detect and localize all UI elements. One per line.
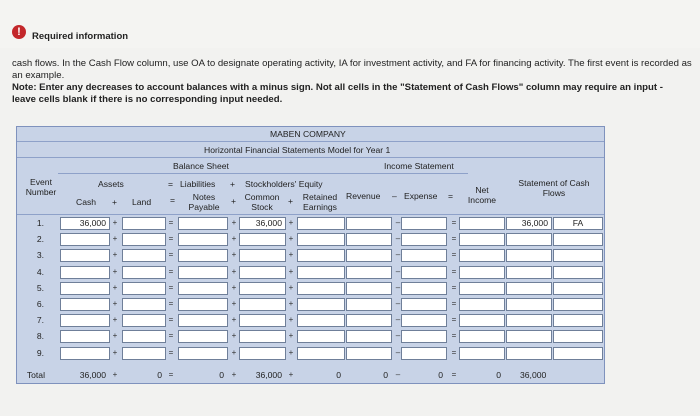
plus-sign: + [231,347,237,357]
cell-revenue-row-1[interactable] [346,217,392,230]
common-stock-header: Common Stock [244,192,280,212]
plus-sign: + [231,282,237,292]
equals-sign: = [451,234,457,244]
event-number: 5. [36,282,44,293]
required-information-title: Required information [32,31,129,42]
equals-sign: = [168,347,174,357]
cell-cf-row-2[interactable] [506,233,552,246]
statement-cash-flows-header: Statement of Cash Flows [518,178,590,198]
cell-land-row-7[interactable] [122,314,166,327]
event-number: 8. [36,331,44,342]
cell-common_stock-row-9[interactable] [239,347,286,360]
cell-expense-row-4[interactable] [401,266,447,279]
cell-cf-row-6[interactable] [506,298,552,311]
divider [17,141,604,142]
total-cash: 36,000 [79,370,106,380]
cell-retained-row-8[interactable] [297,330,345,343]
plus-sign: + [112,218,118,227]
cell-common_stock-row-5[interactable] [239,282,286,295]
cell-cash-row-5[interactable] [60,282,110,295]
cell-cf-row-1[interactable]: 36,000 [506,217,552,230]
plus-sign: + [231,370,237,379]
event-number: 9. [36,347,44,358]
plus-sign: + [231,315,237,325]
cell-cash-row-3[interactable] [60,249,110,262]
cell-expense-row-6[interactable] [401,298,447,311]
minus-sign: – [395,347,401,357]
minus-sign: – [395,315,401,325]
cell-cf-row-5[interactable] [506,282,552,295]
cell-cf_type-row-3[interactable] [553,249,603,262]
equals-sign: = [451,299,457,308]
retained-earnings-header: Retained Earnings [302,192,338,212]
cell-net_income-row-9[interactable] [459,347,505,360]
divider [17,214,604,215]
cell-revenue-row-7[interactable] [346,314,392,327]
plus-sign: + [231,266,237,276]
event-number: 2. [36,234,44,245]
top-bar [0,0,700,48]
cell-expense-row-3[interactable] [401,249,447,262]
plus-sign: + [288,315,294,325]
plus-sign: + [231,331,237,341]
cell-cash-row-9[interactable] [60,347,110,360]
net-income-header: Net Income [467,185,497,205]
cell-retained-row-2[interactable] [297,233,345,246]
equals-sign: = [451,218,457,227]
plus-sign: + [112,370,118,379]
cell-common_stock-row-3[interactable] [239,249,286,262]
cell-revenue-row-4[interactable] [346,266,392,279]
cell-expense-row-7[interactable] [401,314,447,327]
cell-notes-row-1[interactable] [178,217,228,230]
cell-land-row-6[interactable] [122,298,166,311]
cell-notes-row-3[interactable] [178,249,228,262]
total-common_stock: 36,000 [255,370,282,380]
equals-sign: = [168,299,174,308]
land-header: Land [132,197,152,207]
cell-cf-row-3[interactable] [506,249,552,262]
cell-notes-row-4[interactable] [178,266,228,279]
cell-notes-row-9[interactable] [178,347,228,360]
plus-sign: + [288,266,294,276]
minus-sign: – [395,299,401,308]
table-subtitle: Horizontal Financial Statements Model for Year 1 [204,145,391,155]
expense-header: Expense [404,191,438,201]
equals-sign: = [451,250,457,260]
plus-sign: + [288,250,294,260]
equals-sign: = [451,266,457,276]
equals-sign: = [168,282,174,292]
total-revenue: 0 [383,370,388,380]
cell-land-row-4[interactable] [122,266,166,279]
cell-expense-row-2[interactable] [401,233,447,246]
cell-net_income-row-4[interactable] [459,266,505,279]
event-number: 1. [36,218,44,228]
total-notes: 0 [219,370,224,380]
cell-net_income-row-1[interactable] [459,217,505,230]
plus-sign: + [231,218,237,227]
cell-retained-row-6[interactable] [297,298,345,311]
divider [58,173,468,174]
cell-revenue-row-6[interactable] [346,298,392,311]
assets-header: Assets [98,179,124,189]
cell-notes-row-5[interactable] [178,282,228,295]
cell-common_stock-row-2[interactable] [239,233,286,246]
total-cf: 36,000 [520,370,547,380]
cell-cf-row-9[interactable] [506,347,552,360]
cell-revenue-row-3[interactable] [346,249,392,262]
notes-payable-header: Notes Payable [188,192,220,212]
cell-net_income-row-2[interactable] [459,233,505,246]
plus-sign: + [112,266,118,276]
total-net_income: 0 [496,370,501,380]
cell-cf_type-row-9[interactable] [553,347,603,360]
divider [17,157,604,158]
balance-sheet-header: Balance Sheet [173,161,229,171]
liabilities-header: Liabilities [180,179,216,189]
cell-common_stock-row-8[interactable] [239,330,286,343]
cell-retained-row-7[interactable] [297,314,345,327]
equals-sign: = [168,250,174,260]
cell-notes-row-7[interactable] [178,314,228,327]
cell-common_stock-row-6[interactable] [239,298,286,311]
cell-land-row-2[interactable] [122,233,166,246]
cell-expense-row-8[interactable] [401,330,447,343]
cell-retained-row-9[interactable] [297,347,345,360]
cell-land-row-3[interactable] [122,249,166,262]
equals-sign: = [168,331,174,341]
plus-sign: + [231,234,237,244]
cash-header: Cash [76,197,97,207]
cell-expense-row-5[interactable] [401,282,447,295]
cell-cash-row-2[interactable] [60,233,110,246]
equals-sign: = [168,315,174,325]
event-number: 6. [36,299,44,309]
cell-notes-row-8[interactable] [178,330,228,343]
plus-sign: + [288,218,294,227]
cell-cash-row-8[interactable] [60,330,110,343]
equals-sign: = [451,370,457,379]
cell-net_income-row-5[interactable] [459,282,505,295]
cell-net_income-row-7[interactable] [459,314,505,327]
event-number: 3. [36,250,44,261]
plus-sign: + [288,299,294,308]
cell-common_stock-row-7[interactable] [239,314,286,327]
cell-cash-row-4[interactable] [60,266,110,279]
cell-land-row-5[interactable] [122,282,166,295]
cell-cf_type-row-7[interactable] [553,314,603,327]
equals-sign: = [451,347,457,357]
cell-retained-row-5[interactable] [297,282,345,295]
plus-sign: + [112,331,118,341]
cell-revenue-row-2[interactable] [346,233,392,246]
cell-cf_type-row-1[interactable]: FA [553,217,603,230]
cell-notes-row-2[interactable] [178,233,228,246]
minus-sign: – [395,370,401,379]
cell-common_stock-row-1[interactable]: 36,000 [239,217,286,230]
plus-sign: + [112,299,118,308]
cell-revenue-row-5[interactable] [346,282,392,295]
total-land: 0 [157,370,162,380]
company-name: MABEN COMPANY [270,129,346,139]
cell-cash-row-7[interactable] [60,314,110,327]
total-label: Total [26,370,45,380]
income-statement-header: Income Statement [384,161,454,171]
plus-sign: + [288,282,294,292]
plus-sign: + [112,282,118,292]
minus-sign: – [395,331,401,341]
event-number: 7. [36,315,44,326]
minus-sign: – [395,266,401,276]
cell-cf_type-row-5[interactable] [553,282,603,295]
minus-sign: – [395,282,401,292]
event-number: 4. [36,266,44,277]
event-number-header: Event Number [25,177,57,197]
cell-revenue-row-8[interactable] [346,330,392,343]
cell-cash-row-1[interactable]: 36,000 [60,217,110,230]
cell-notes-row-6[interactable] [178,298,228,311]
cell-cf_type-row-4[interactable] [553,266,603,279]
cell-land-row-1[interactable] [122,217,166,230]
plus-sign: + [231,299,237,308]
cell-retained-row-3[interactable] [297,249,345,262]
minus-sign: – [395,234,401,244]
plus-sign: + [112,234,118,244]
equals-sign: = [451,331,457,341]
cell-expense-row-1[interactable] [401,217,447,230]
equals-sign: = [168,266,174,276]
stockholders-equity-header: Stockholders' Equity [245,179,323,189]
plus-sign: + [288,331,294,341]
alert-icon: ! [12,25,26,39]
cell-revenue-row-9[interactable] [346,347,392,360]
plus-sign: + [112,315,118,325]
plus-sign: + [231,250,237,260]
cell-cf_type-row-6[interactable] [553,298,603,311]
total-expense: 0 [438,370,443,380]
plus-sign: + [288,370,294,379]
revenue-header: Revenue [346,191,381,201]
equals-sign: = [168,218,174,227]
cell-cash-row-6[interactable] [60,298,110,311]
cell-cf_type-row-2[interactable] [553,233,603,246]
cell-cf-row-8[interactable] [506,330,552,343]
cell-retained-row-4[interactable] [297,266,345,279]
cell-retained-row-1[interactable] [297,217,345,230]
equals-sign: = [451,315,457,325]
plus-sign: + [112,347,118,357]
plus-sign: + [288,234,294,244]
cell-land-row-9[interactable] [122,347,166,360]
equals-sign: = [168,234,174,244]
cell-cf-row-7[interactable] [506,314,552,327]
instructions-text: cash flows. In the Cash Flow column, use OA to designate operating activity, IA for investment activity, and FA for financing activity. The first event is recorded as an example. [12,58,692,81]
plus-sign: + [112,250,118,260]
cell-expense-row-9[interactable] [401,347,447,360]
cell-cf-row-4[interactable] [506,266,552,279]
cell-common_stock-row-4[interactable] [239,266,286,279]
plus-sign: + [288,347,294,357]
cell-net_income-row-8[interactable] [459,330,505,343]
minus-sign: – [395,250,401,260]
cell-net_income-row-6[interactable] [459,298,505,311]
cell-land-row-8[interactable] [122,330,166,343]
cell-cf_type-row-8[interactable] [553,330,603,343]
note-text: Note: Enter any decreases to account balances with a minus sign. Not all cells in the "Statement of Cash Flows" column may require an input - leave cells blank if there is no corresponding input needed. [12,82,663,105]
cell-net_income-row-3[interactable] [459,249,505,262]
equals-sign: = [168,370,174,379]
minus-sign: – [395,218,401,227]
total-retained: 0 [336,370,341,380]
equals-sign: = [451,282,457,292]
